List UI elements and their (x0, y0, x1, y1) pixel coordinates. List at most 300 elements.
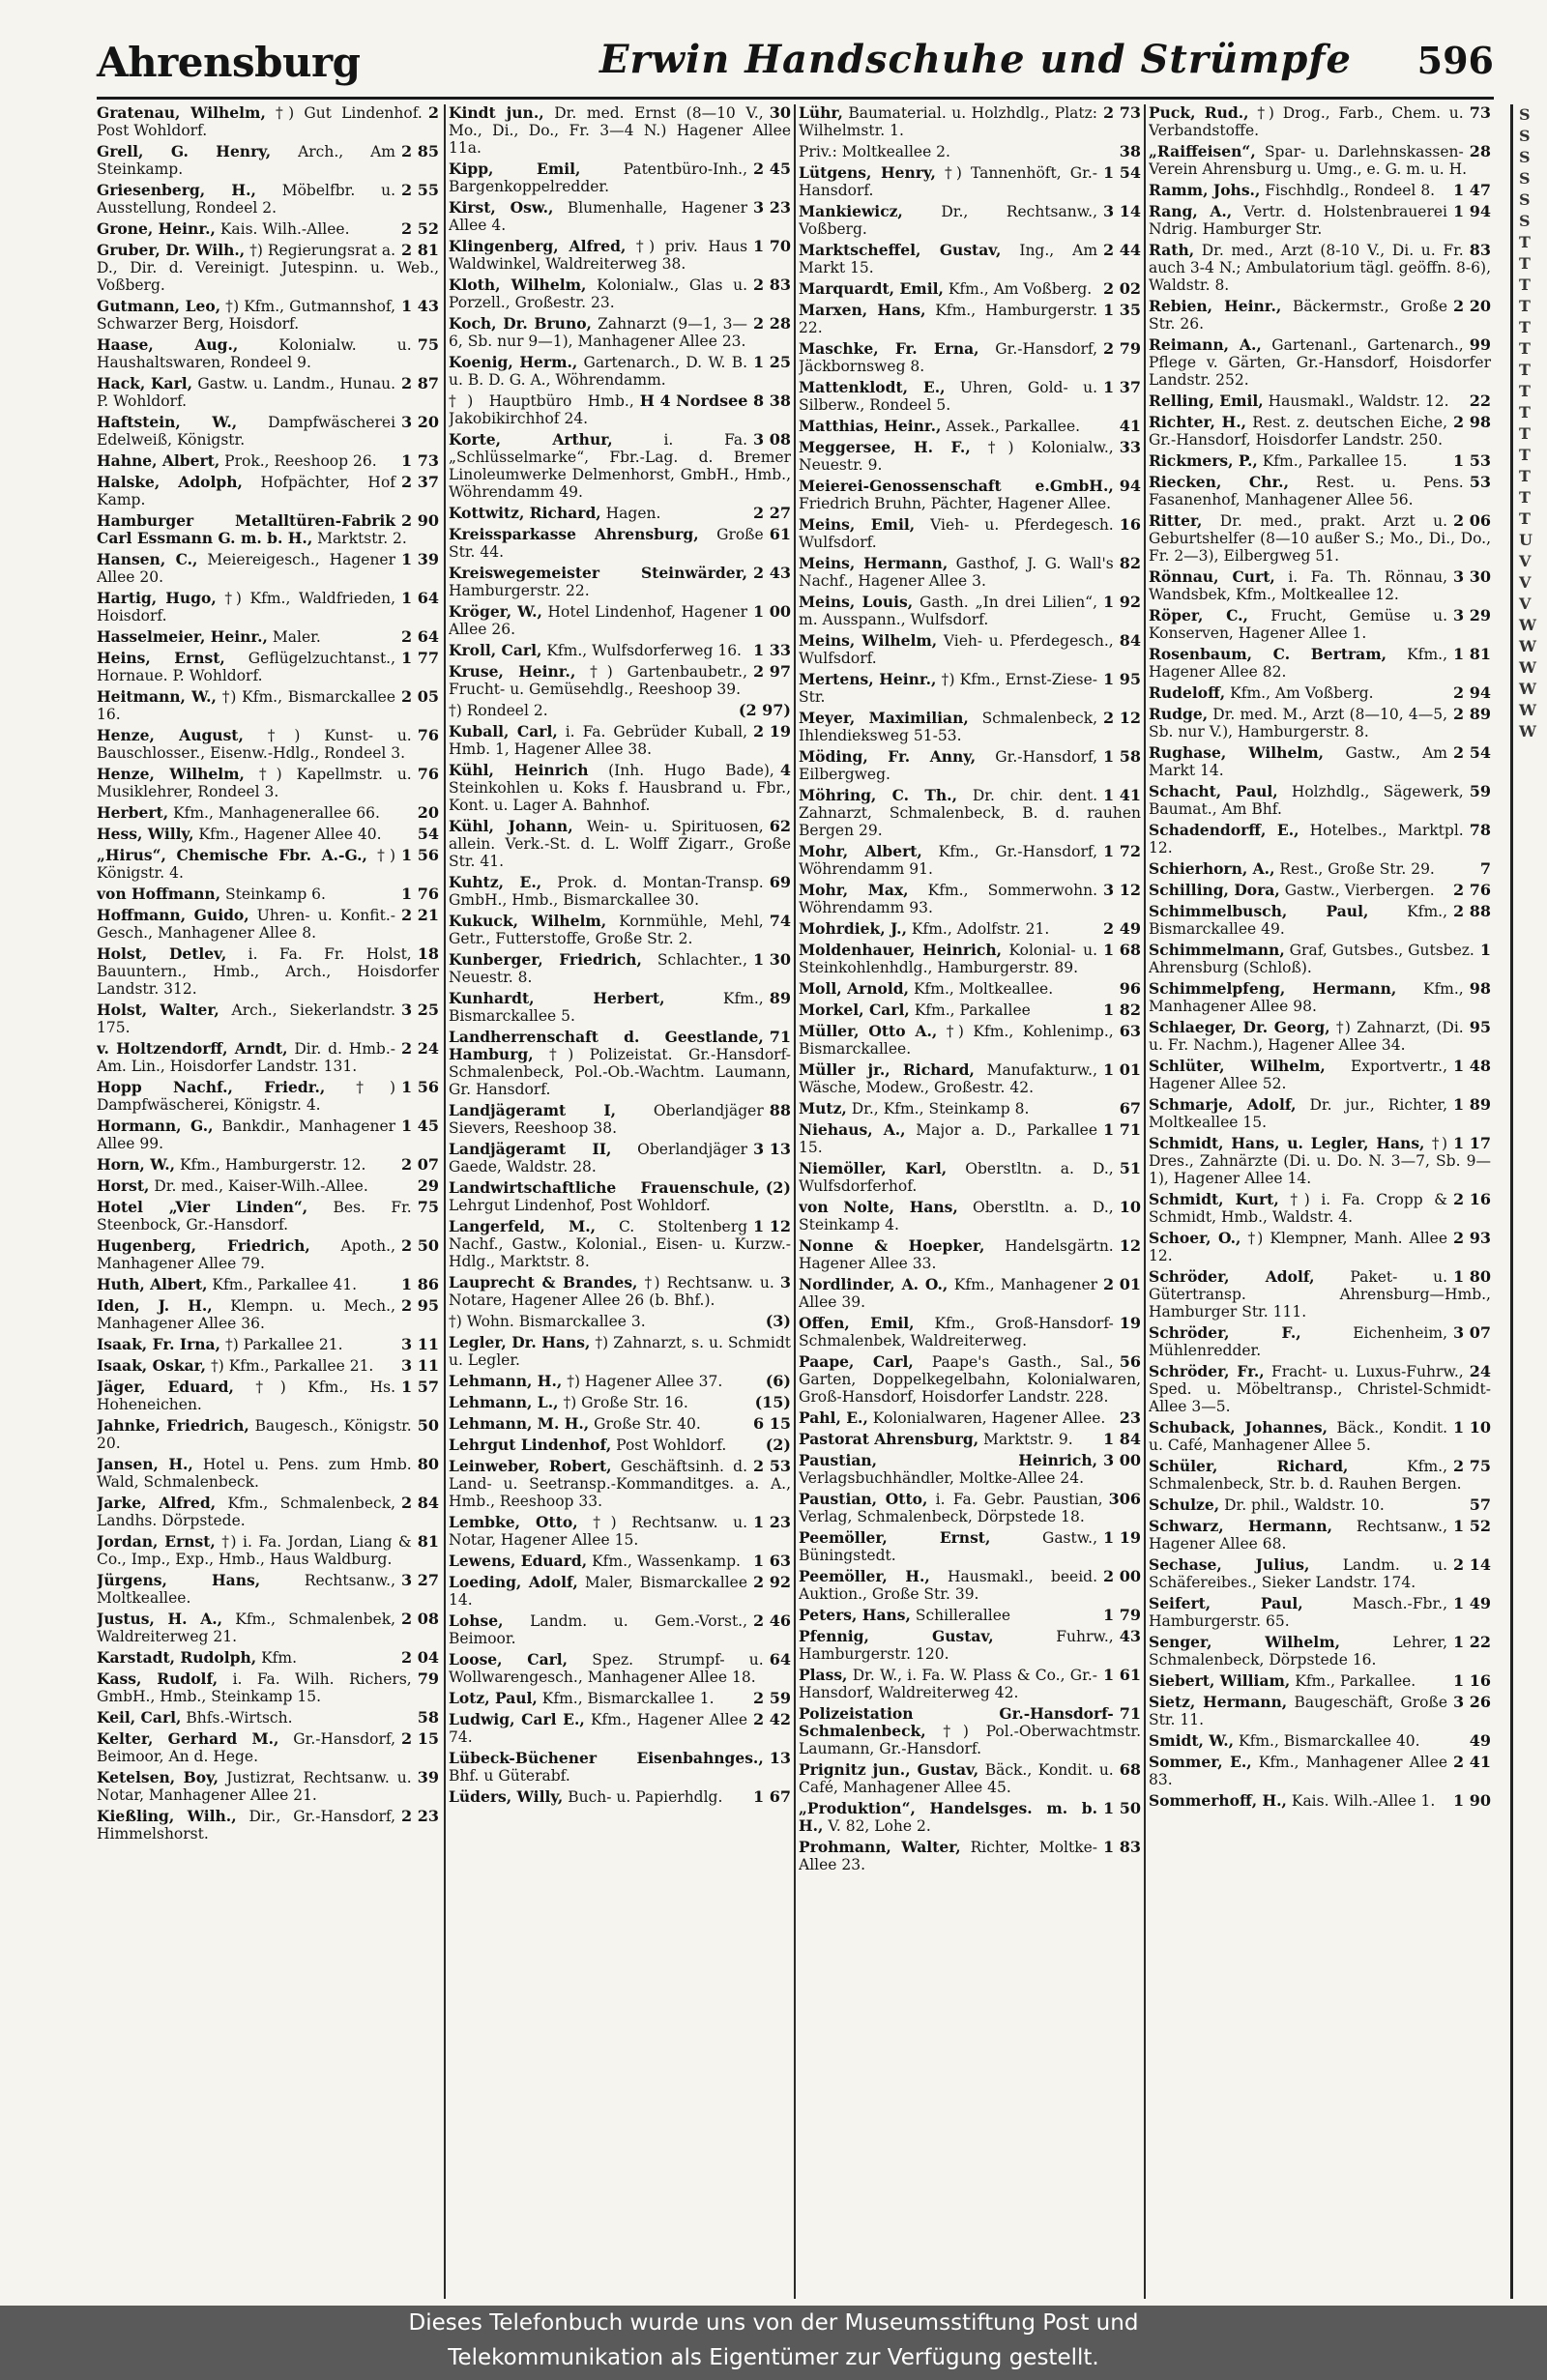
entry-name: Lehmann, M. H., (449, 1414, 590, 1433)
entry-name: Paustian, Otto, (799, 1490, 928, 1508)
phone-number: 83 (1469, 241, 1491, 259)
directory-entry (97, 847, 441, 882)
phone-number: 1 47 (1453, 181, 1491, 199)
directory-entry (97, 1379, 441, 1413)
directory-entry (799, 418, 1143, 435)
entry-name: Paape, Carl, (799, 1352, 914, 1371)
entry-details: Lehrer, Schmalenbeck, Dörpstede 16. (1149, 1634, 1448, 1669)
entry-name: Schüler, Richard, (1149, 1457, 1349, 1475)
phone-number: 2 28 (753, 314, 791, 333)
directory-entry (1149, 1096, 1493, 1131)
entry-name: Schierhorn, A., (1149, 859, 1275, 878)
phone-number: 2 83 (753, 276, 791, 294)
entry-details: Dr. med. Ernst (8—10 V., Mo., Di., Do., Fr. 3—4 N.) Hagener Allee 11a. (449, 104, 791, 157)
entry-name: Riecken, Chr., (1149, 473, 1289, 491)
phone-number: 1 79 (1103, 1606, 1141, 1624)
entry-details: Dr. med. M., Arzt (8—10, 4—5, Sb. nur V.), Hamburgerstr. 8. (1149, 706, 1448, 740)
entry-details: Dampfwäscherei Edelweiß, Königstr. (97, 414, 396, 449)
entry-details: †) Kfm., Ernst-Ziese-Str. (799, 671, 1098, 706)
entry-name: Mattenklodt, E., (799, 378, 946, 396)
entry-name: Schmidt, Hans, u. Legler, Hans, (1149, 1134, 1425, 1152)
entry-details: Kfm., Hamburgerstr. 12. (179, 1156, 366, 1174)
entry-details: Fracht- u. Luxus-Fuhrw., Sped. u. Möbeltransp., Christel-Schmidt-Allee 3—5. (1149, 1363, 1491, 1415)
entry-name: Rebien, Heinr., (1149, 297, 1282, 315)
phone-number: 3 20 (401, 413, 439, 431)
directory-column-1 (97, 104, 441, 2299)
entry-details: Paket- u. Gütertransp. Ahrensburg—Hmb., Hamburger Str. 111. (1149, 1268, 1491, 1321)
phone-number: (2) (765, 1436, 791, 1454)
directory-entry (97, 104, 441, 139)
entry-details: †) Kfm., Hs. Hoheneichen. (97, 1379, 396, 1413)
phone-number: 2 73 (1103, 104, 1141, 122)
entry-details: Hofpächter, Hof Kamp. (97, 474, 396, 508)
entry-name: Landjägeramt I, (449, 1101, 617, 1119)
directory-entry (799, 280, 1143, 298)
entry-name: Pahl, E., (799, 1408, 868, 1427)
entry-details: Uhren, Gold- u. Silberw., Rondeel 5. (799, 379, 1098, 414)
directory-entry (97, 650, 441, 684)
entry-name: Langerfeld, M., (449, 1217, 597, 1235)
phone-number: 2 (427, 104, 439, 122)
entry-details: Kfm., Sommerwohn. Wöhrendamm 93. (799, 882, 1098, 916)
entry-name: Schoer, O., (1149, 1229, 1241, 1247)
directory-entry (799, 340, 1143, 375)
entry-details: †) Wohn. Bismarckallee 3. (449, 1313, 646, 1330)
entry-details: Oberstltn. a. D., Steinkamp 4. (799, 1199, 1114, 1234)
directory-entry (97, 590, 441, 624)
phone-number: 3 11 (401, 1356, 439, 1375)
phone-number: 1 84 (1103, 1430, 1141, 1448)
entry-name: Schilling, Dora, (1149, 881, 1280, 899)
entry-details: †) Regierungsrat a. D., Dir. d. Vereinigt. Jutespinn. u. Web., Voßberg. (97, 242, 439, 294)
entry-details: Paape's Gasth., Sal., Garten, Doppelkegelbahn, Kolonialwaren, Groß-Hansdorf, Hoisdorfer Landstr. 228. (799, 1353, 1141, 1406)
directory-entry (1149, 336, 1493, 389)
directory-entry (449, 238, 793, 273)
directory-entry (1149, 744, 1493, 779)
directory-entry (449, 1218, 793, 1270)
entry-details: Arch., Am Steinkamp. (97, 143, 396, 178)
phone-number: 1 37 (1103, 378, 1141, 396)
phone-number: (2) (765, 1178, 791, 1197)
phone-number: 1 73 (401, 451, 439, 470)
entry-details: Kfm., Am Voßberg. (1230, 684, 1374, 702)
directory-entry (97, 336, 441, 371)
entry-details: †) priv. Haus Waldwinkel, Waldreiterweg 38. (449, 238, 748, 273)
entry-name: Rang, A., (1149, 202, 1233, 220)
directory-entry (1149, 298, 1493, 333)
directory-entry (97, 1001, 441, 1036)
directory-column-2 (449, 104, 793, 2299)
directory-entry (1149, 706, 1493, 740)
entry-details: i. Fa. Fr. Holst, Bauuntern., Hmb., Arch., Hoisdorfer Landstr. 312. (97, 945, 439, 998)
entry-details: Post Wohldorf. (616, 1437, 727, 1454)
entry-name: Schwarz, Hermann, (1149, 1517, 1332, 1535)
phone-number: 29 (417, 1176, 439, 1195)
phone-number: 33 (1119, 438, 1141, 456)
entry-name: Hormann, G., (97, 1117, 214, 1135)
directory-entry (799, 1568, 1143, 1603)
entry-name: Pastorat Ahrensburg, (799, 1430, 979, 1448)
entry-details: Schillerallee (915, 1607, 1011, 1624)
phone-number: 19 (1119, 1314, 1141, 1332)
phone-number: 1 01 (1103, 1060, 1141, 1079)
phone-number: 43 (1119, 1627, 1141, 1645)
directory-entry (1149, 1694, 1493, 1728)
entry-details: Große Str. 40. (594, 1415, 701, 1433)
entry-name: Richter, H., (1149, 413, 1247, 431)
directory-entry (799, 1529, 1143, 1564)
entry-name: Hess, Willy, (97, 825, 194, 843)
directory-entry (799, 1276, 1143, 1311)
phone-number: 75 (417, 335, 439, 354)
entry-details: Kfm., Wulfsdorferweg 16. (546, 642, 742, 659)
phone-number: 2 54 (1453, 743, 1491, 762)
entry-name: Loeding, Adolf, (449, 1573, 578, 1591)
phone-number: 53 (1469, 473, 1491, 491)
phone-number: 1 61 (1103, 1666, 1141, 1684)
directory-entry (1149, 452, 1493, 470)
entry-details: Rechtsanw., Hagener Allee 68. (1149, 1518, 1448, 1553)
directory-entry (449, 1651, 793, 1686)
entry-name: Heins, Ernst, (97, 649, 225, 667)
phone-number: 2 97 (753, 662, 791, 681)
directory-entry (799, 302, 1143, 336)
entry-details: †) Gut Lindenhof. Post Wohldorf. (97, 104, 423, 139)
entry-name: Henze, Wilhelm, (97, 765, 245, 783)
edge-letter: T (1519, 382, 1531, 400)
directory-entry (97, 1417, 441, 1452)
entry-details: Verlagsbuchhändler, Moltke-Allee 24. (799, 1469, 1085, 1487)
phone-number: 88 (769, 1101, 791, 1119)
phone-number: 2 52 (401, 219, 439, 238)
entry-details: Kfm., Hagener Allee 82. (1149, 646, 1448, 681)
phone-number: 3 27 (401, 1571, 439, 1589)
edge-letter: U (1519, 531, 1532, 549)
entry-details: Ing., Am Markt 15. (799, 242, 1098, 276)
phone-number: 81 (417, 1532, 439, 1551)
phone-number: 2 43 (753, 564, 791, 582)
entry-name: Leinweber, Robert, (449, 1457, 612, 1475)
edge-letter: T (1519, 361, 1531, 379)
entry-name: Schröder, Adolf, (1149, 1267, 1315, 1286)
entry-details: Kfm., Bismarckallee 49. (1149, 903, 1448, 938)
entry-name: Iden, J. H., (97, 1296, 213, 1315)
directory-entry (799, 242, 1143, 276)
phone-number: 1 76 (401, 885, 439, 903)
directory-entry (799, 843, 1143, 878)
directory-entry (97, 628, 441, 646)
entry-name: Mohr, Max, (799, 881, 909, 899)
directory-entry (799, 1121, 1143, 1156)
directory-entry (449, 104, 793, 157)
phone-number: 2 37 (401, 473, 439, 491)
phone-number: 2 19 (753, 722, 791, 740)
entry-name: Griesenberg, H., (97, 181, 256, 199)
entry-name: Lohse, (449, 1611, 504, 1630)
entry-details: †) Kfm., Parkallee 21. (210, 1357, 374, 1375)
entry-name: Sommer, E., (1149, 1753, 1252, 1771)
entry-name: Schmarje, Adolf, (1149, 1095, 1297, 1114)
directory-entry (1149, 1324, 1493, 1359)
directory-entry (1149, 1634, 1493, 1669)
entry-details: Baugeschäft, Große Str. 11. (1149, 1694, 1448, 1728)
directory-entry (799, 671, 1143, 706)
entry-name: Plass, (799, 1666, 848, 1684)
entry-name: v. Holtzendorff, Arndt, (97, 1039, 288, 1058)
entry-name: Meins, Louis, (799, 593, 914, 611)
phone-number: 2 88 (1453, 902, 1491, 920)
directory-entry (799, 1100, 1143, 1117)
entry-details: Friedrich Bruhn, Pächter, Hagener Allee. (799, 495, 1112, 512)
entry-details: Maler, Bismarckallee 14. (449, 1574, 748, 1609)
entry-details: Apoth., Manhagener Allee 79. (97, 1237, 396, 1272)
entry-details: Dr. med., Arzt (8-10 V., Di. u. Fr. auch 3-4 N.; Ambulatorium tägl. geöffn. 8-6), Waldstr. 8. (1149, 242, 1491, 294)
directory-entry (449, 1373, 793, 1390)
entry-name: Senger, Wilhelm, (1149, 1633, 1340, 1651)
phone-number: 1 77 (401, 649, 439, 667)
entry-name: Matthias, Heinr., (799, 417, 942, 435)
entry-name: Mohrdiek, J., (799, 919, 907, 938)
entry-name: Jürgens, Hans, (97, 1571, 261, 1589)
directory-entry (799, 787, 1143, 839)
edge-letter: S (1519, 105, 1531, 124)
entry-details: Dir., Gr.-Hansdorf, Himmelshorst. (97, 1808, 396, 1843)
directory-entry (97, 1730, 441, 1765)
directory-entry (799, 1491, 1143, 1525)
phone-number: 3 07 (1453, 1323, 1491, 1342)
phone-number: 68 (1119, 1760, 1141, 1779)
edge-letter: T (1519, 403, 1531, 421)
directory-entry (1149, 512, 1493, 565)
directory-entry (1149, 980, 1493, 1015)
directory-entry (97, 414, 441, 449)
phone-number: 1 10 (1453, 1418, 1491, 1437)
entry-details: Rechtsanw., Moltkeallee. (97, 1572, 396, 1607)
phone-number: 95 (1469, 1018, 1491, 1036)
entry-name: Landherrenschaft d. Geestlande, Hamburg, (449, 1028, 764, 1063)
directory-entry (799, 555, 1143, 590)
entry-name: Kruse, Heinr., (449, 662, 576, 681)
entry-name: Möhring, C. Th., (799, 786, 957, 804)
phone-number: 1 30 (753, 950, 791, 969)
entry-details: †) Polizeistat. Gr.-Hansdorf-Schmalenbeck, Pol.-Ob.-Wachtm. Laumann, Gr. Hansdorf. (449, 1046, 791, 1098)
entry-details: Gr.-Hansdorf, Jäckbornsweg 8. (799, 340, 1098, 375)
entry-details: Prok. d. Montan-Transp. GmbH., Hmb., Bismarckallee 30. (449, 874, 764, 909)
directory-entry (799, 594, 1143, 628)
entry-details: i. Fa. „Schlüsselmarke“, Fbr.-Lag. d. Bremer Linoleumwerke Delmenhorst, GmbH., Hmb., Wöhrendamm 49. (449, 431, 791, 501)
phone-number: 2 01 (1103, 1275, 1141, 1293)
footer-line-2: Telekommunikation als Eigentümer zur Verfügung gestellt. (448, 2345, 1099, 2370)
entry-details: †) Kfm., Bismarckallee 16. (97, 688, 396, 723)
entry-details: Hamburgerstr. 22. (449, 582, 590, 599)
phone-number: 1 70 (753, 237, 791, 255)
entry-details: †) Kfm., Gutmannshof, Schwarzer Berg, Hoisdorf. (97, 298, 396, 333)
entry-name: Jäger, Eduard, (97, 1378, 234, 1396)
entry-details: Gartenarch., D. W. B. u. B. D. G. A., Wöhrendamm. (449, 354, 748, 389)
phone-number: 6 15 (753, 1414, 791, 1433)
directory-entry (97, 1336, 441, 1353)
phone-number: 71 (1119, 1704, 1141, 1723)
phone-number: 12 (1119, 1236, 1141, 1255)
entry-details: †) Kunst- u. Bauschlosser., Eisenw.-Hdlg., Rondeel 3. (97, 727, 412, 762)
edge-letter: T (1519, 467, 1531, 485)
entry-name: Kunhardt, Herbert, (449, 989, 665, 1007)
entry-details: Bäck., Kondit. u. Café, Manhagener Allee 45. (799, 1761, 1114, 1796)
phone-number: 1 12 (753, 1217, 791, 1235)
entry-name: Rughase, Wilhelm, (1149, 743, 1324, 762)
entry-name: Lüders, Willy, (449, 1787, 564, 1806)
phone-number: 1 16 (1453, 1671, 1491, 1690)
entry-details: i. Fa. Gebr. Paustian, Verlag, Schmalenbeck, Dörpstede 18. (799, 1491, 1103, 1525)
phone-number: 18 (417, 944, 439, 963)
phone-number: 3 08 (753, 430, 791, 449)
directory-entry (1149, 822, 1493, 856)
directory-entry (449, 565, 793, 599)
phone-number: 84 (1119, 631, 1141, 650)
entry-name: Kühl, Johann, (449, 817, 573, 835)
entry-details: i. Fa. Wilh. Richers, GmbH., Hmb., Steinkamp 15. (97, 1670, 412, 1705)
directory-entry (449, 1313, 793, 1330)
directory-entry (97, 1709, 441, 1727)
entry-name: Rosenbaum, C. Bertram, (1149, 645, 1386, 663)
entry-details: Oberlandjäger Gaede, Waldstr. 28. (449, 1141, 748, 1175)
edge-letter: T (1519, 446, 1531, 464)
entry-name: Gutmann, Leo, (97, 297, 221, 315)
phone-number: 54 (417, 825, 439, 843)
city-heading: Ahrensburg (97, 39, 361, 86)
directory-entry (97, 1495, 441, 1529)
entry-details: Kfm., Hamburgerstr. 22. (799, 302, 1098, 336)
entry-name: Rath, (1149, 241, 1195, 259)
entry-details: Kais. Wilh.-Allee. (219, 220, 350, 238)
directory-entry (799, 1628, 1143, 1663)
directory-entry (799, 516, 1143, 551)
entry-details: Kornmühle, Mehl, Getr., Futterstoffe, Große Str. 2. (449, 913, 764, 947)
phone-number: 49 (1469, 1731, 1491, 1750)
entry-name: Meyer, Maximilian, (799, 709, 969, 727)
entry-details: Kfm., Bismarckallee 5. (449, 990, 764, 1025)
directory-entry (799, 882, 1143, 916)
directory-entry (799, 748, 1143, 783)
phone-number: 1 94 (1453, 202, 1491, 220)
phone-number: 1 58 (1103, 747, 1141, 766)
phone-number: 62 (769, 817, 791, 835)
directory-entry (799, 1705, 1143, 1757)
entry-details: Spez. Strumpf- u. Wollwarengesch., Manhagener Allee 18. (449, 1651, 764, 1686)
adjacent-page-edge (1510, 104, 1547, 2299)
phone-number: 1 63 (753, 1552, 791, 1570)
directory-entry (97, 1040, 441, 1075)
entry-name: Kass, Rudolf, (97, 1669, 219, 1688)
entry-details: Kolonial- u. Steinkohlenhdlg., Hamburgerstr. 89. (799, 942, 1098, 976)
phone-number: 2 23 (401, 1807, 439, 1825)
phone-number: 2 46 (753, 1611, 791, 1630)
directory-entry (1149, 1058, 1493, 1092)
entry-name: Marquardt, Emil, (799, 279, 944, 298)
entry-details: Handelsgärtn. Hagener Allee 33. (799, 1237, 1114, 1272)
entry-name: Hoffmann, Guido, (97, 906, 249, 924)
phone-number: 61 (769, 525, 791, 543)
entry-name: Relling, Emil, (1149, 392, 1264, 410)
entry-details: †) Tannenhöft, Gr.-Hansdorf. (799, 164, 1098, 199)
entry-name: Meggersee, H. F., (799, 438, 971, 456)
entry-details: Exportvertr., Hagener Allee 52. (1149, 1058, 1448, 1092)
directory-entry (799, 104, 1143, 139)
phone-number: 2 75 (1453, 1457, 1491, 1475)
directory-entry (799, 1160, 1143, 1195)
entry-details: †) Rechtsanw. u. Notare, Hagener Allee 26 (b. Bhf.). (449, 1274, 774, 1309)
phone-number: 1 80 (1453, 1267, 1491, 1286)
entry-name: Schröder, Fr., (1149, 1362, 1265, 1380)
entry-details: Geschäftsinh. d. Land- u. Seetransp.-Kommanditges. a. A., Hmb., Reeshoop 33. (449, 1458, 791, 1510)
entry-name: Koch, Dr. Bruno, (449, 314, 592, 333)
entry-name: Lauprecht & Brandes, (449, 1273, 638, 1292)
entry-details: †) Kfm., Kohlenimp., Bismarckallee. (799, 1023, 1114, 1058)
entry-name: Peemöller, Ernst, (799, 1528, 991, 1547)
directory-entry (799, 1353, 1143, 1406)
entry-name: Rönnau, Curt, (1149, 567, 1275, 586)
entry-name: „Hirus“, Chemische Fbr. A.-G., (97, 846, 367, 864)
phone-number: 2 02 (1103, 279, 1141, 298)
phone-number: 76 (417, 765, 439, 783)
phone-number: 50 (417, 1416, 439, 1435)
phone-number: 2 44 (1103, 241, 1141, 259)
phone-number: 2 14 (1453, 1555, 1491, 1574)
entry-details: Eichenheim, Mühlenredder. (1149, 1324, 1448, 1359)
entry-name: Holst, Walter, (97, 1001, 219, 1019)
entry-details: Marktstr. 9. (983, 1431, 1073, 1448)
entry-name: Möding, Fr. Anny, (799, 747, 977, 766)
phone-number: 2 92 (753, 1573, 791, 1591)
entry-name: Lütgens, Henry, (799, 163, 936, 182)
entry-name: Mohr, Albert, (799, 842, 922, 860)
entry-name: Seifert, Paul, (1149, 1594, 1303, 1612)
phone-number: 39 (417, 1768, 439, 1786)
entry-details: Bankdir., Manhagener Allee 99. (97, 1117, 396, 1152)
phone-number: 4 (779, 761, 791, 779)
directory-entry (1149, 568, 1493, 603)
entry-name: Schröder, F., (1149, 1323, 1301, 1342)
entry-name: Sechase, Julius, (1149, 1555, 1310, 1574)
directory-entry (449, 1274, 793, 1309)
directory-entry (97, 1357, 441, 1375)
phone-number: 63 (1119, 1022, 1141, 1040)
entry-name: Kindt jun., (449, 104, 544, 122)
directory-entry (1149, 1556, 1493, 1591)
entry-name: Jahnke, Friedrich, (97, 1416, 249, 1435)
directory-entry (1149, 203, 1493, 238)
directory-entry (1149, 1230, 1493, 1264)
directory-entry (449, 1750, 793, 1785)
phone-number: 2 81 (401, 241, 439, 259)
entry-details: Kfm., Parkallee 41. (212, 1276, 358, 1293)
entry-name: Landwirtschaftliche Frauenschule, (449, 1178, 760, 1197)
directory-entry (449, 354, 793, 389)
entry-details: †) Kapellmstr. u. Musiklehrer, Rondeel 3. (97, 766, 412, 800)
directory-entry (97, 1456, 441, 1491)
directory-entry (449, 702, 793, 719)
phone-number: 1 67 (753, 1787, 791, 1806)
entry-name: Peemöller, H., (799, 1567, 930, 1585)
entry-name: Morkel, Carl, (799, 1001, 910, 1019)
entry-details: Hotelbes., Marktpl. 12. (1149, 822, 1464, 856)
entry-details: Dr. jur., Richter, Moltkeallee 15. (1149, 1096, 1448, 1131)
entry-name: Ritter, (1149, 511, 1203, 530)
entry-details: Klempn. u. Mech., Manhagener Allee 36. (97, 1297, 396, 1332)
edge-letter: T (1519, 297, 1531, 315)
directory-entry (1149, 1792, 1493, 1810)
directory-entry (799, 164, 1143, 199)
